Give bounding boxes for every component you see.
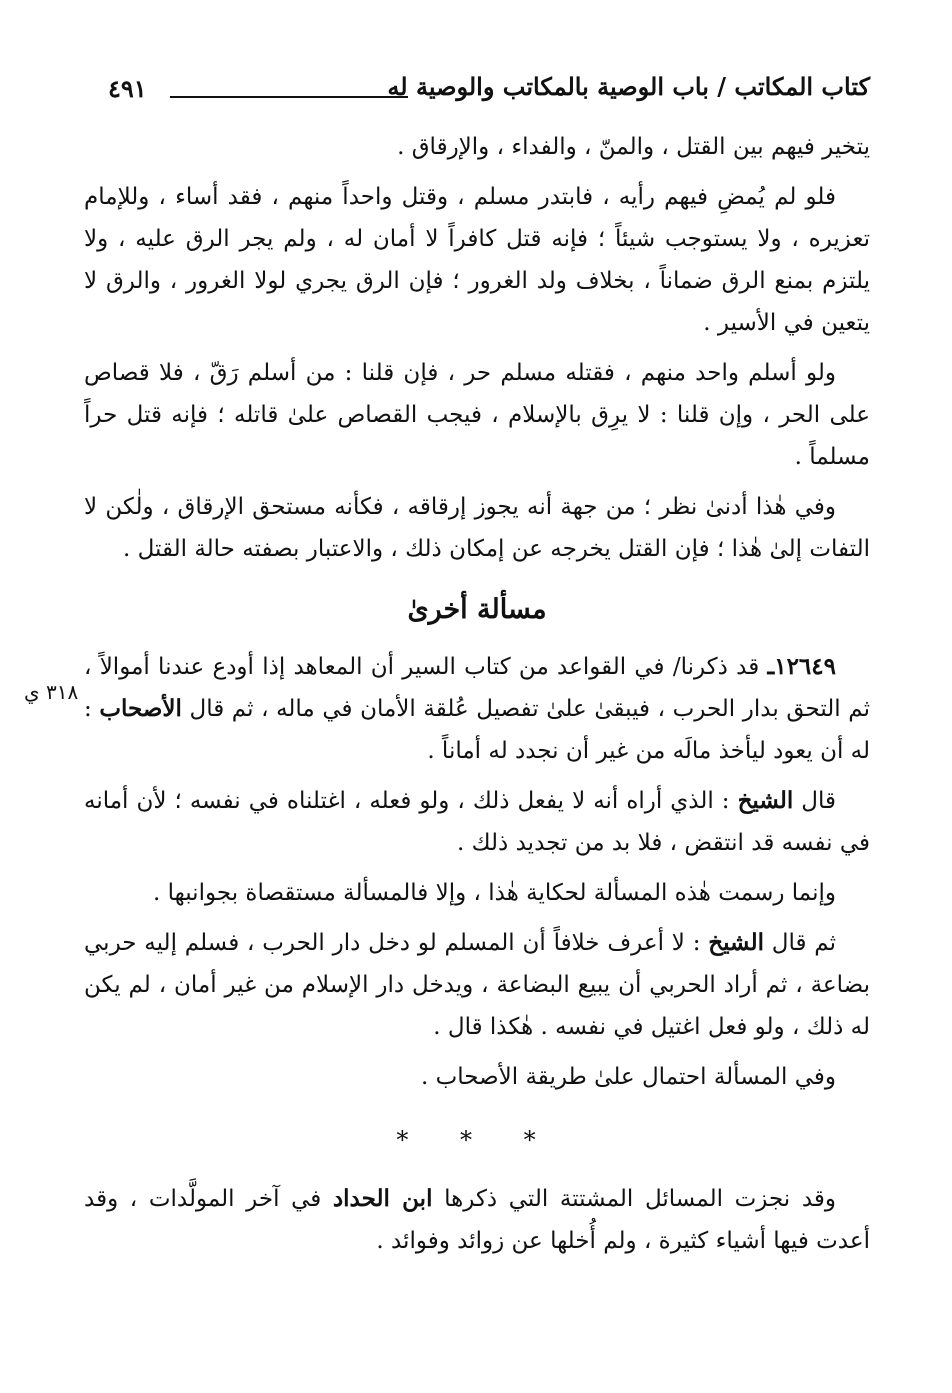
closing-paragraph	[84, 1178, 870, 1262]
paragraph: ولو أسلم واحد منهم ، فقتله مسلم حر ، فإن قلنا : من أسلم رَقّ ، فلا قصاص على الحر ، وإن قلنا : لا يرِق بالإسلام ، فيجب القصاص علىٰ قاتله ؛ فإنه قتل حراً مسلماً .	[84, 360, 870, 470]
issue-number: ١٢٦٤٩ـ	[767, 653, 836, 680]
issue-text: قد ذكرنا/ في القواعد من كتاب السير أن المعاهد إذا أودع عندنا أموالاً ، ثم التحق بدار الحرب ، فيبقىٰ علىٰ تفصيل عُلقة الأمان في ماله ، ثم قال	[84, 654, 870, 722]
issue-paragraph	[84, 646, 870, 772]
sheikh-paragraph-1	[84, 780, 870, 864]
sheikh-text-1: : الذي أراه أنه لا يفعل ذلك ، ولو فعله ، اغتلناه في نفسه ؛ لأن أمانه في نفسه قد انتقض ، فلا بد من تجديد ذلك .	[84, 788, 870, 856]
paragraph: فلو لم يُمضِ فيهم رأيه ، فابتدر مسلم ، وقتل واحداً منهم ، فقد أساء ، وللإمام تعزيره ، ولا يستوجب شيئاً ؛ فإنه قتل كافراً لا أمان له ، ولم يجر الرق عليه ، ولا يلتزم بمنع الرق ضماناً ، بخلاف ولد الغرور ؛ فإن الرق يجري لولا الغرور ، والرق لا يتعين في الأسير .	[84, 184, 870, 336]
issue-bold-term: الأصحاب	[99, 695, 182, 722]
sheikh-paragraph-2	[84, 922, 870, 1048]
sheikh-term-1: الشيخ	[737, 787, 794, 814]
closing-term: ابن الحداد	[332, 1185, 433, 1212]
section-divider-stars: * * *	[396, 1126, 558, 1154]
sheikh-lead-1: قال	[793, 788, 836, 814]
paragraph-continued: يتخير فيهم بين القتل ، والمنّ ، والفداء ، والإرقاق .	[397, 134, 870, 160]
issue-text-end: : له أن يعود ليأخذ مالَه من غير أن نجدد له أماناً .	[84, 696, 870, 764]
sheikh-lead-2: ثم قال	[763, 930, 837, 956]
page-number: ٤٩١	[108, 74, 147, 103]
running-title: كتاب المكاتب / باب الوصية بالمكاتب والوصية له	[387, 72, 870, 101]
paragraph: وفي هٰذا أدنىٰ نظر ؛ من جهة أنه يجوز إرقاقه ، فكأنه مستحق الإرقاق ، ولٰكن لا التفات إلىٰ هٰذا ؛ فإن القتل يخرجه عن إمكان ذلك ، والاعتبار بصفته حالة القتل .	[84, 494, 870, 562]
paragraph-record: وإنما رسمت هٰذه المسألة لحكاية هٰذا ، وإلا فالمسألة مستقصاة بجوانبها .	[153, 880, 836, 906]
section-heading: مسألة أخرىٰ	[407, 594, 547, 625]
sheikh-text-2: : لا أعرف خلافاً أن المسلم لو دخل دار الحرب ، فسلم إليه حربي بضاعة ، ثم أراد الحربي أن يبيع البضاعة ، ويدخل دار الإسلام من غير أمان ، لم يكن له ذلك ، ولو فعل اغتيل في نفسه . هٰكذا قال .	[84, 930, 870, 1040]
page-body	[84, 126, 870, 1270]
paragraph-possibility: وفي المسألة احتمال علىٰ طريقة الأصحاب .	[421, 1064, 836, 1090]
closing-lead: وقد نجزت المسائل المشتتة التي ذكرها	[432, 1186, 836, 1212]
closing-text: في آخر المولَّدات ، وقد أعدت فيها أشياء كثيرة ، ولم أُخلها عن زوائد وفوائد .	[84, 1186, 870, 1254]
header-rule	[170, 96, 408, 98]
sheikh-term-2: الشيخ	[708, 929, 764, 956]
margin-reference: ٣١٨ ي	[24, 680, 79, 704]
page-header	[108, 66, 870, 116]
